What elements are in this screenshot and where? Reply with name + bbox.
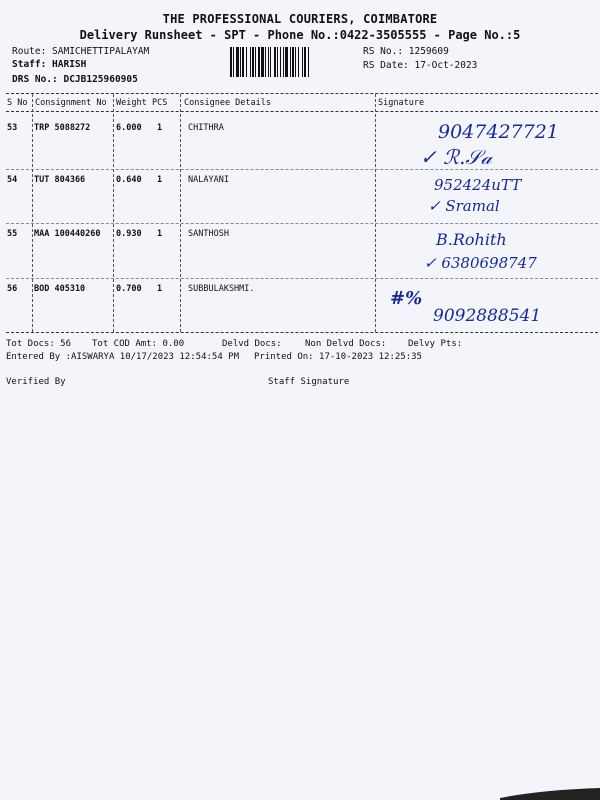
col-header-signature: Signature [378,98,425,108]
cell-pcs: 1 [157,123,163,133]
header-bottom-rule [6,111,598,112]
column-divider [113,94,114,332]
scan-edge-shadow [500,786,600,800]
cell-consignment: MAA 100440260 [34,229,101,239]
cell-pcs: 1 [157,229,163,239]
cell-weight: 0.640 [116,175,142,185]
table-bottom-rule [6,332,598,333]
row-divider [6,223,598,224]
cell-consignment: BOD 405310 [34,284,86,294]
row-divider [6,169,598,170]
cell-sno: 55 [7,229,18,239]
cell-consignee: NALAYANI [188,175,229,185]
cell-pcs: 1 [157,284,163,294]
col-header-consignment: Consignment No [35,98,107,108]
handwritten-phone: 952424uTT [434,176,522,194]
col-header-sno: S No [7,98,28,108]
row-divider [6,278,598,279]
cell-consignee: SANTHOSH [188,229,229,239]
handwritten-phone: 9047427721 [438,121,559,143]
cell-sno: 54 [7,175,18,185]
cell-weight: 0.930 [116,229,142,239]
col-header-pcs: PCS [152,98,168,108]
staff-signature-label: Staff Signature [268,377,350,387]
column-divider [32,94,33,332]
handwritten-scribble: #% [390,288,423,309]
rs-number: RS No.: 1259609 [363,46,449,57]
cell-consignment: TRP 5088272 [34,123,91,133]
company-name: THE PROFESSIONAL COURIERS, COIMBATORE [162,12,438,26]
handwritten-signature: ✓ Sramal [428,197,500,215]
printed-on: Printed On: 17-10-2023 12:25:35 [254,352,422,362]
handwritten-phone: ✓ 6380698747 [424,254,537,272]
total-docs: Tot Docs: 56 [6,339,72,349]
runsheet-title: Delivery Runsheet - SPT - Phone No.:0422-3505555 - Page No.:5 [79,28,521,42]
handwritten-phone: 9092888541 [433,306,542,326]
entered-by: Entered By :AISWARYA 10/17/2023 12:54:54 PM [6,352,239,362]
total-cod-amount: Tot COD Amt: 0.00 [92,339,185,349]
staff: Staff: HARISH [12,59,87,70]
verified-by-label: Verified By [6,377,66,387]
delivery-points: Delvy Pts: [408,339,463,349]
cell-consignee: CHITHRA [188,123,224,133]
barcode-image [230,47,354,77]
column-divider [180,94,181,332]
delivered-docs: Delvd Docs: [222,339,282,349]
cell-consignee: SUBBULAKSHMI. [188,284,255,294]
cell-sno: 56 [7,284,18,294]
cell-sno: 53 [7,123,18,133]
cell-weight: 6.000 [116,123,142,133]
col-header-weight: Weight [116,98,147,108]
handwritten-name: B.Rohith [436,230,507,249]
cell-consignment: TUT 804366 [34,175,86,185]
route: Route: SAMICHETTIPALAYAM [12,46,150,57]
non-delivered-docs: Non Delvd Docs: [305,339,387,349]
handwritten-signature: ✓ ℛ.𝒮𝒶 [420,145,492,169]
cell-weight: 0.700 [116,284,142,294]
table-top-rule [6,93,598,94]
drs-number: DRS No.: DCJB125960905 [12,74,138,85]
cell-pcs: 1 [157,175,163,185]
rs-date: RS Date: 17-Oct-2023 [363,60,478,71]
col-header-consignee: Consignee Details [184,98,271,108]
column-divider [375,94,376,332]
